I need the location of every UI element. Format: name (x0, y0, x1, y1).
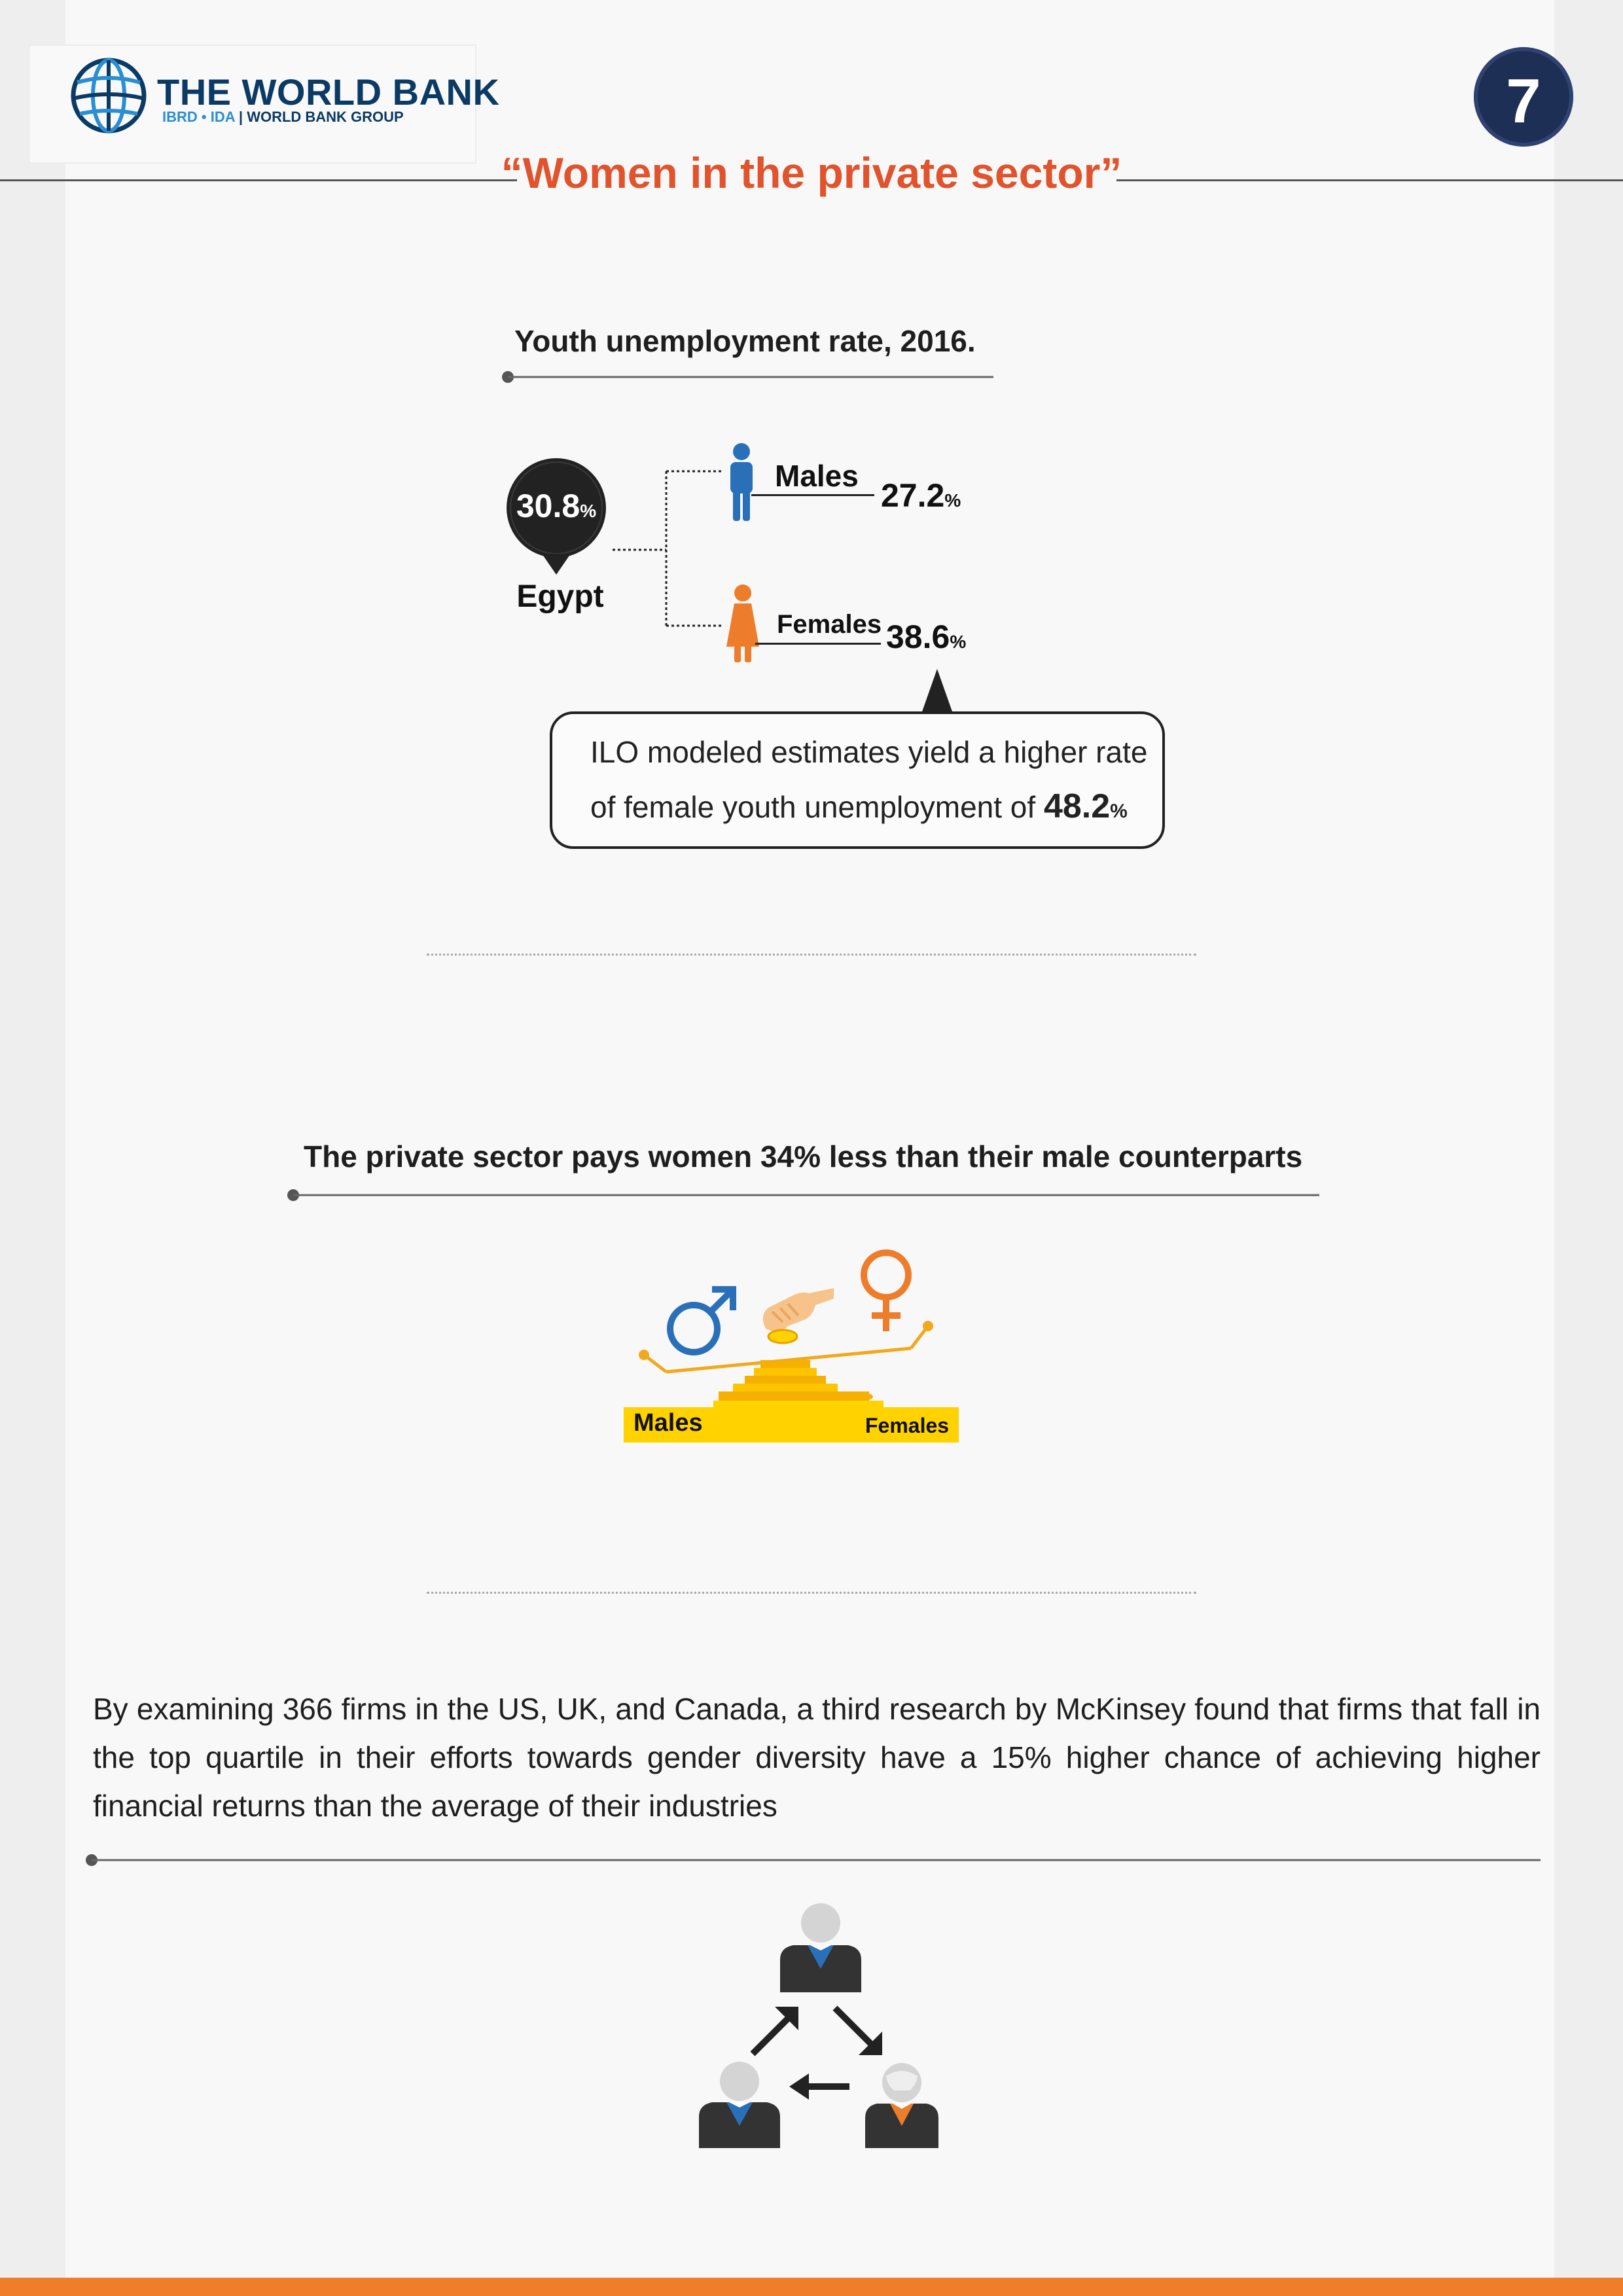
businessperson-icon (776, 1903, 865, 1992)
logo-sub-left: IBRD • IDA (162, 109, 235, 125)
pay-section-title: The private sector pays women 34% less than their male counterparts (304, 1139, 1303, 1174)
males-underline (751, 494, 874, 496)
logo-sub-right: WORLD BANK GROUP (247, 109, 404, 125)
logo-name: THE WORLD BANK (157, 71, 500, 113)
section-divider-2 (427, 1592, 1196, 1594)
pay-title-rule (284, 1189, 1321, 1202)
total-value-pct: % (580, 501, 597, 521)
person-female-icon (725, 584, 760, 664)
logo-subtitle (162, 109, 404, 126)
total-value-number: 30.8 (516, 488, 580, 524)
males-value-pct: % (944, 490, 961, 511)
person-male-icon (725, 442, 758, 522)
ilo-note-line-1: ILO modeled estimates yield a higher rate (590, 735, 1148, 769)
ilo-callout (550, 711, 1165, 849)
businesswoman-icon (864, 2062, 940, 2148)
page-title: “Women in the private sector” (501, 149, 1122, 197)
ilo-note-value (1044, 787, 1128, 825)
total-value (504, 487, 609, 525)
females-value-number: 38.6 (886, 619, 950, 655)
footer-accent-bar (0, 2278, 1623, 2296)
balance-males-label: Males (633, 1409, 703, 1437)
youth-section-title: Youth unemployment rate, 2016. (514, 324, 976, 358)
paragraph-line-1: By examining 366 firms in the US, UK, and Canada, a third research by McKinsey found that firms that fall in (93, 1692, 1541, 1726)
businessperson-icon (698, 2062, 781, 2148)
logo-separator: | (238, 109, 247, 125)
diversity-paragraph (93, 1685, 1541, 1830)
section-divider-1 (427, 954, 1196, 956)
paragraph-rule (82, 1854, 1543, 1867)
title-rule-left (0, 179, 517, 181)
males-value-number: 27.2 (881, 477, 945, 514)
females-label: Females (777, 610, 882, 639)
coin-stack-icon (713, 1357, 890, 1410)
females-underline (755, 643, 881, 645)
cycle-arrow-icon (829, 2001, 887, 2060)
cycle-arrow-icon (746, 2001, 805, 2060)
females-value-pct: % (950, 632, 967, 652)
ilo-note-line-2 (590, 787, 1128, 826)
globe-icon (68, 55, 149, 136)
page-number: 7 (1506, 66, 1541, 136)
paragraph-line-3: financial returns than the average of their industries (93, 1789, 777, 1823)
paragraph-line-2: the top quartile in their efforts towards gender diversity have a 15% higher chance of achieving higher (93, 1740, 1541, 1774)
youth-title-rule (499, 370, 996, 384)
callout-pointer (919, 668, 955, 715)
balance-females-label: Females (865, 1414, 950, 1437)
cycle-arrow-icon (789, 2071, 852, 2102)
ilo-note-text: of female youth unemployment of (590, 790, 1036, 824)
females-value (886, 618, 966, 656)
country-label: Egypt (516, 579, 604, 614)
ilo-note-pct: % (1110, 800, 1128, 822)
title-rule-right (1116, 179, 1623, 181)
males-value (881, 476, 961, 514)
ilo-note-number: 48.2 (1043, 787, 1111, 825)
males-label: Males (775, 459, 859, 493)
